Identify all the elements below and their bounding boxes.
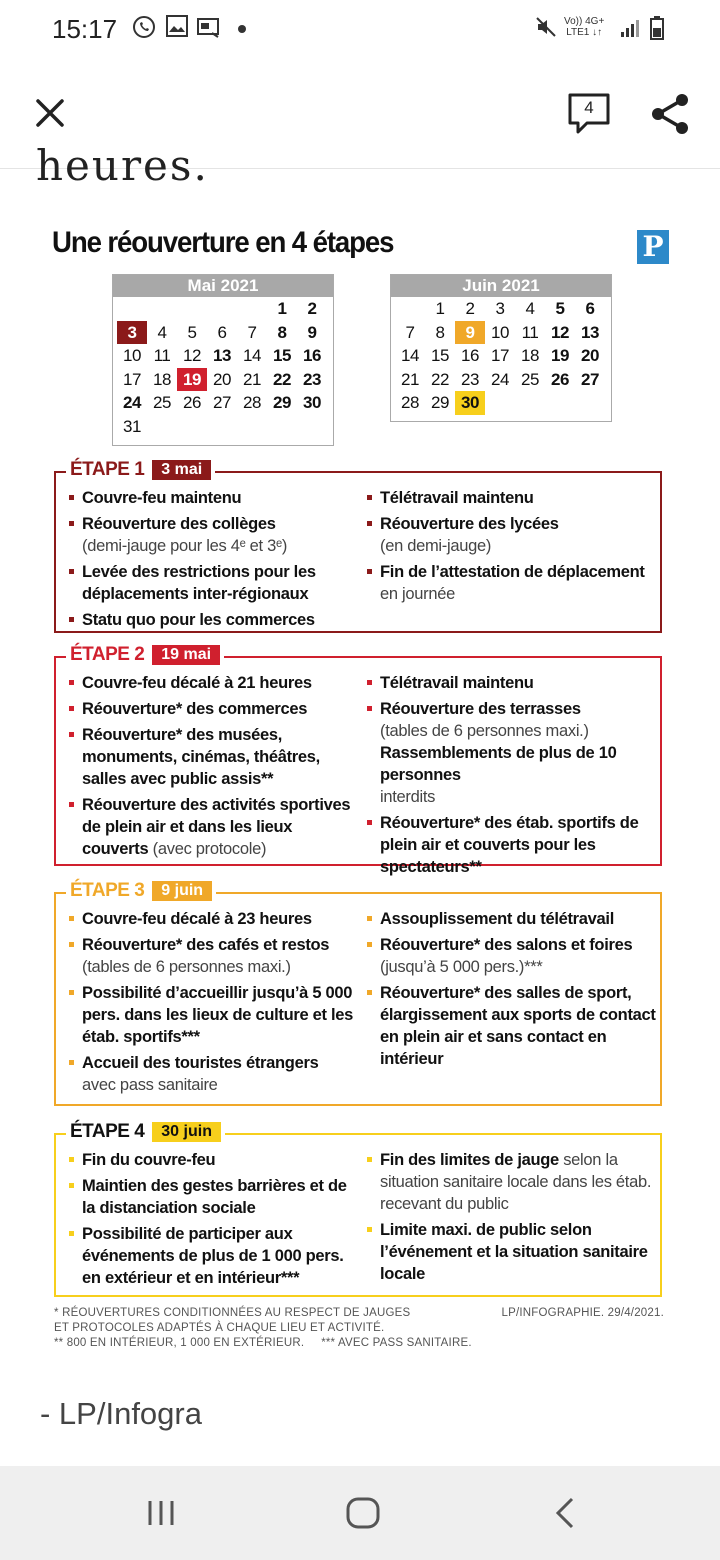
stage-item-text: Rassemblements de plus de 10 personnes bbox=[380, 744, 617, 784]
calendar-day: 6 bbox=[217, 322, 227, 342]
image-caption: - LP/Infogra bbox=[40, 1396, 202, 1431]
stage-item-text: Réouverture* des cafés et restos bbox=[82, 936, 330, 954]
stage-item-text: Couvre-feu décalé à 23 heures bbox=[82, 910, 312, 928]
stage-item bbox=[68, 672, 358, 694]
stage-item-text: Télétravail maintenu bbox=[380, 674, 534, 692]
stage-date-badge: 9 juin bbox=[152, 881, 212, 901]
calendar-day: 3 bbox=[495, 299, 505, 318]
network-type bbox=[564, 16, 604, 38]
stage-header bbox=[66, 459, 215, 481]
calendar-day: 19 bbox=[551, 346, 569, 365]
calendar-day: 17 bbox=[123, 369, 141, 389]
calendar-day: 20 bbox=[581, 346, 599, 365]
stage-item bbox=[68, 982, 358, 1048]
network-line-2: LTE1 ↓↑ bbox=[566, 27, 603, 38]
calendar-day: 31 bbox=[123, 416, 141, 436]
comments-button[interactable] bbox=[567, 92, 613, 138]
calendar-day: 18 bbox=[153, 369, 171, 389]
stage-item-text: Réouverture des collèges bbox=[82, 515, 276, 533]
calendar-may bbox=[112, 274, 334, 446]
calendar-day: 11 bbox=[153, 346, 171, 365]
calendar-day: 29 bbox=[431, 393, 449, 412]
calendar-day: 24 bbox=[491, 369, 509, 389]
stage-label: ÉTAPE 4 bbox=[70, 1121, 145, 1142]
home-icon[interactable] bbox=[345, 1496, 381, 1530]
calendar-day: 1 bbox=[435, 299, 445, 318]
stage-item bbox=[366, 982, 656, 1070]
calendar-day: 22 bbox=[431, 369, 449, 389]
whatsapp-icon bbox=[132, 15, 156, 39]
footnote-line: ** 800 EN INTÉRIEUR, 1 000 EN EXTÉRIEUR. *** AVEC PASS SANITAIRE. bbox=[54, 1337, 472, 1349]
close-icon[interactable] bbox=[30, 93, 70, 133]
calendar-days-grid bbox=[113, 297, 333, 438]
stage-item-text: Réouverture* des musées, monuments, cinémas, théâtres, salles avec public assis** bbox=[82, 726, 320, 788]
status-bar bbox=[0, 0, 720, 60]
calendar-day: 30 bbox=[303, 393, 321, 412]
stage-item bbox=[366, 487, 656, 509]
stage-1-box bbox=[54, 459, 662, 633]
calendar-day: 2 bbox=[307, 299, 317, 318]
calendar-month-title: Mai 2021 bbox=[113, 275, 333, 297]
stage-item bbox=[366, 812, 656, 878]
share-icon[interactable] bbox=[648, 92, 692, 136]
stage-item-text: Réouverture* des commerces bbox=[82, 700, 308, 718]
calendar-month-title: Juin 2021 bbox=[391, 275, 611, 297]
stage-item-text: Réouverture des activités sportives de plein air et dans les lieux couverts bbox=[82, 796, 351, 858]
stage-label: ÉTAPE 1 bbox=[70, 459, 145, 480]
stage-item bbox=[366, 1149, 656, 1215]
stage-item-text: Couvre-feu décalé à 21 heures bbox=[82, 674, 312, 692]
stage-item-text: Fin de l’attestation de déplacement bbox=[380, 563, 645, 581]
stage-item-text: Maintien des gestes barrières et de la distanciation sociale bbox=[82, 1177, 347, 1217]
calendar-day: 22 bbox=[273, 369, 291, 389]
stage-item bbox=[68, 724, 358, 790]
comment-count: 4 bbox=[584, 98, 594, 117]
calendar-day: 17 bbox=[491, 346, 509, 365]
stage-item bbox=[68, 609, 358, 631]
calendar-day: 26 bbox=[183, 393, 201, 412]
stage-item bbox=[366, 698, 656, 808]
stage-date-badge: 30 juin bbox=[152, 1122, 221, 1142]
stage-item bbox=[68, 1149, 358, 1171]
stage-item bbox=[68, 561, 358, 605]
stage-column-left bbox=[68, 908, 358, 1100]
stage-3-box bbox=[54, 880, 662, 1106]
calendar-empty-cell bbox=[117, 297, 147, 321]
calendar-june bbox=[390, 274, 612, 422]
stage-item-text: Possibilité de participer aux événements de plus de 1 000 pers. en extérieur et en intérieur*** bbox=[82, 1225, 344, 1287]
calendar-day: 15 bbox=[273, 346, 291, 365]
calendar-empty-cell bbox=[237, 297, 267, 321]
stage-column-right bbox=[366, 487, 656, 609]
mute-icon bbox=[534, 15, 558, 39]
stage-item-text: Fin du couvre-feu bbox=[82, 1151, 216, 1169]
calendar-empty-cell bbox=[207, 297, 237, 321]
calendar-day: 7 bbox=[405, 322, 415, 342]
calendar-day: 10 bbox=[123, 346, 141, 365]
stage-item-text: Réouverture des terrasses bbox=[380, 700, 581, 718]
stage-item-text: avec pass sanitaire bbox=[82, 1076, 218, 1094]
calendar-day: 10 bbox=[491, 322, 509, 342]
stage-header bbox=[66, 644, 224, 666]
stage-column-left bbox=[68, 487, 358, 635]
calendar-day: 23 bbox=[303, 369, 321, 389]
calendar-day: 7 bbox=[247, 322, 257, 342]
source-credit: LP/INFOGRAPHIE. 29/4/2021. bbox=[501, 1307, 664, 1319]
calendar-day: 8 bbox=[277, 322, 287, 342]
stage-column-left bbox=[68, 672, 358, 864]
stage-4-box bbox=[54, 1121, 662, 1297]
calendar-empty-cell bbox=[395, 297, 425, 321]
stage-column-left bbox=[68, 1149, 358, 1293]
footnote-line: ET PROTOCOLES ADAPTÉS À CHAQUE LIEU ET ACTIVITÉ. bbox=[54, 1322, 385, 1334]
gallery-icon bbox=[166, 15, 188, 37]
stage-item-text: Fin des limites de jauge bbox=[380, 1151, 559, 1169]
stage-column-right bbox=[366, 672, 656, 882]
stage-date-badge: 19 mai bbox=[152, 645, 220, 665]
footnote-line: * RÉOUVERTURES CONDITIONNÉES AU RESPECT DE JAUGES bbox=[54, 1307, 411, 1319]
stage-item-text: Réouverture* des salles de sport, élargissement aux sports de contact en plein air et sans contact en intérieur bbox=[380, 984, 656, 1068]
stage-item-text: Limite maxi. de public selon l’événement et la situation sanitaire locale bbox=[380, 1221, 648, 1283]
stage-item-text: (tables de 6 personnes maxi.) bbox=[82, 958, 291, 976]
back-icon[interactable] bbox=[552, 1496, 578, 1530]
stage-item-text: Réouverture* des étab. sportifs de plein air et couverts pour les spectateurs** bbox=[380, 814, 639, 876]
stage-item bbox=[68, 1052, 358, 1096]
stage-item-text: (jusqu’à 5 000 pers.)*** bbox=[380, 958, 543, 976]
calendar-day: 9 bbox=[455, 321, 485, 345]
stage-item bbox=[68, 908, 358, 930]
cut-text-clip bbox=[0, 141, 720, 190]
calendar-day: 28 bbox=[243, 393, 261, 412]
calendar-day: 2 bbox=[465, 299, 475, 318]
navigation-bar bbox=[0, 1466, 720, 1560]
calendar-day: 27 bbox=[581, 369, 599, 389]
stage-item-text: Réouverture* des salons et foires bbox=[380, 936, 633, 954]
stage-item-text: (avec protocole) bbox=[148, 840, 267, 858]
calendar-day: 12 bbox=[183, 346, 201, 365]
stage-2-box bbox=[54, 644, 662, 876]
stage-item-text: Réouverture des lycées bbox=[380, 515, 559, 533]
stage-item bbox=[68, 934, 358, 978]
article-cut-text: heures. bbox=[36, 141, 209, 190]
calendar-day: 8 bbox=[435, 322, 445, 342]
network-line-1: Vo)) 4G+ bbox=[564, 16, 605, 27]
calendar-day: 1 bbox=[277, 299, 287, 318]
calendar-day: 26 bbox=[551, 369, 569, 389]
stage-item-text: Télétravail maintenu bbox=[380, 489, 534, 507]
recent-apps-icon[interactable] bbox=[146, 1498, 176, 1528]
calendar-day: 12 bbox=[551, 322, 569, 342]
stage-item-text: selon la situation sanitaire locale dans les étab. recevant du public bbox=[380, 1151, 652, 1213]
stage-label: ÉTAPE 3 bbox=[70, 880, 145, 901]
stage-item-text: en journée bbox=[380, 585, 455, 603]
stage-item bbox=[366, 934, 656, 978]
calendar-day: 21 bbox=[401, 369, 419, 389]
stage-date-badge: 3 mai bbox=[152, 460, 211, 480]
calendar-day: 20 bbox=[213, 369, 231, 389]
stage-header bbox=[66, 1121, 225, 1143]
stage-item-text: Statu quo pour les commerces bbox=[82, 611, 315, 629]
calendar-day: 24 bbox=[123, 393, 141, 412]
stage-item bbox=[68, 1223, 358, 1289]
battery-icon bbox=[650, 16, 664, 40]
calendar-day: 25 bbox=[521, 369, 539, 389]
stage-item-text: Accueil des touristes étrangers bbox=[82, 1054, 319, 1072]
infographic-title: Une réouverture en 4 étapes bbox=[52, 226, 394, 259]
calendar-day: 5 bbox=[555, 299, 565, 318]
stage-item-text: (demi-jauge pour les 4ᵉ et 3ᵉ) bbox=[82, 537, 288, 555]
stage-item bbox=[68, 698, 358, 720]
calendar-day: 5 bbox=[187, 322, 197, 342]
stage-item bbox=[366, 908, 656, 930]
stage-item-text: (tables de 6 personnes maxi.) bbox=[380, 722, 589, 740]
footnotes bbox=[54, 1306, 664, 1351]
calendar-day: 27 bbox=[213, 393, 231, 412]
calendar-day: 13 bbox=[581, 322, 599, 342]
calendar-day: 11 bbox=[521, 322, 539, 342]
stage-item bbox=[68, 513, 358, 557]
stage-item bbox=[366, 672, 656, 694]
calendar-day: 23 bbox=[461, 369, 479, 389]
stage-item bbox=[68, 794, 358, 860]
stage-item-text: Levée des restrictions pour les déplacements inter-régionaux bbox=[82, 563, 316, 603]
stage-item-text: Possibilité d’accueillir jusqu’à 5 000 pers. dans les lieux de culture et les étab. sportifs*** bbox=[82, 984, 354, 1046]
calendar-day: 16 bbox=[303, 346, 321, 365]
stage-item bbox=[366, 513, 656, 557]
le-parisien-logo: P bbox=[637, 230, 669, 264]
calendar-day: 21 bbox=[243, 369, 261, 389]
calendar-day: 6 bbox=[585, 299, 595, 318]
stage-item-text: (en demi-jauge) bbox=[380, 537, 492, 555]
stage-item bbox=[68, 1175, 358, 1219]
calendar-day: 14 bbox=[401, 346, 419, 365]
stage-header bbox=[66, 880, 216, 902]
calendar-day: 25 bbox=[153, 393, 171, 412]
calendar-day: 13 bbox=[213, 346, 231, 365]
notification-dot-icon bbox=[238, 25, 246, 33]
calendar-day: 9 bbox=[307, 322, 317, 342]
status-time: 15:17 bbox=[52, 14, 118, 44]
stage-label: ÉTAPE 2 bbox=[70, 644, 145, 665]
stage-item bbox=[366, 1219, 656, 1285]
calendar-day: 4 bbox=[157, 322, 167, 342]
stage-column-right bbox=[366, 908, 656, 1074]
calendar-day: 30 bbox=[455, 391, 485, 415]
calendar-days-grid bbox=[391, 297, 611, 415]
calendar-day: 28 bbox=[401, 393, 419, 412]
calendar-day: 16 bbox=[461, 346, 479, 365]
stage-item bbox=[68, 487, 358, 509]
stage-item-text: interdits bbox=[380, 788, 436, 806]
signal-icon bbox=[620, 18, 640, 38]
calendar-day: 18 bbox=[521, 346, 539, 365]
calendar-day: 19 bbox=[177, 368, 207, 392]
calendar-day: 29 bbox=[273, 393, 291, 412]
calendar-day: 3 bbox=[117, 321, 147, 345]
news-icon bbox=[196, 15, 222, 39]
calendar-day: 4 bbox=[525, 299, 535, 318]
stage-item-text: Assouplissement du télétravail bbox=[380, 910, 614, 928]
calendar-empty-cell bbox=[177, 297, 207, 321]
calendar-day: 14 bbox=[243, 346, 261, 365]
stage-item-text: Couvre-feu maintenu bbox=[82, 489, 242, 507]
calendar-empty-cell bbox=[147, 297, 177, 321]
stage-item bbox=[366, 561, 656, 605]
calendar-day: 15 bbox=[431, 346, 449, 365]
stage-column-right bbox=[366, 1149, 656, 1289]
